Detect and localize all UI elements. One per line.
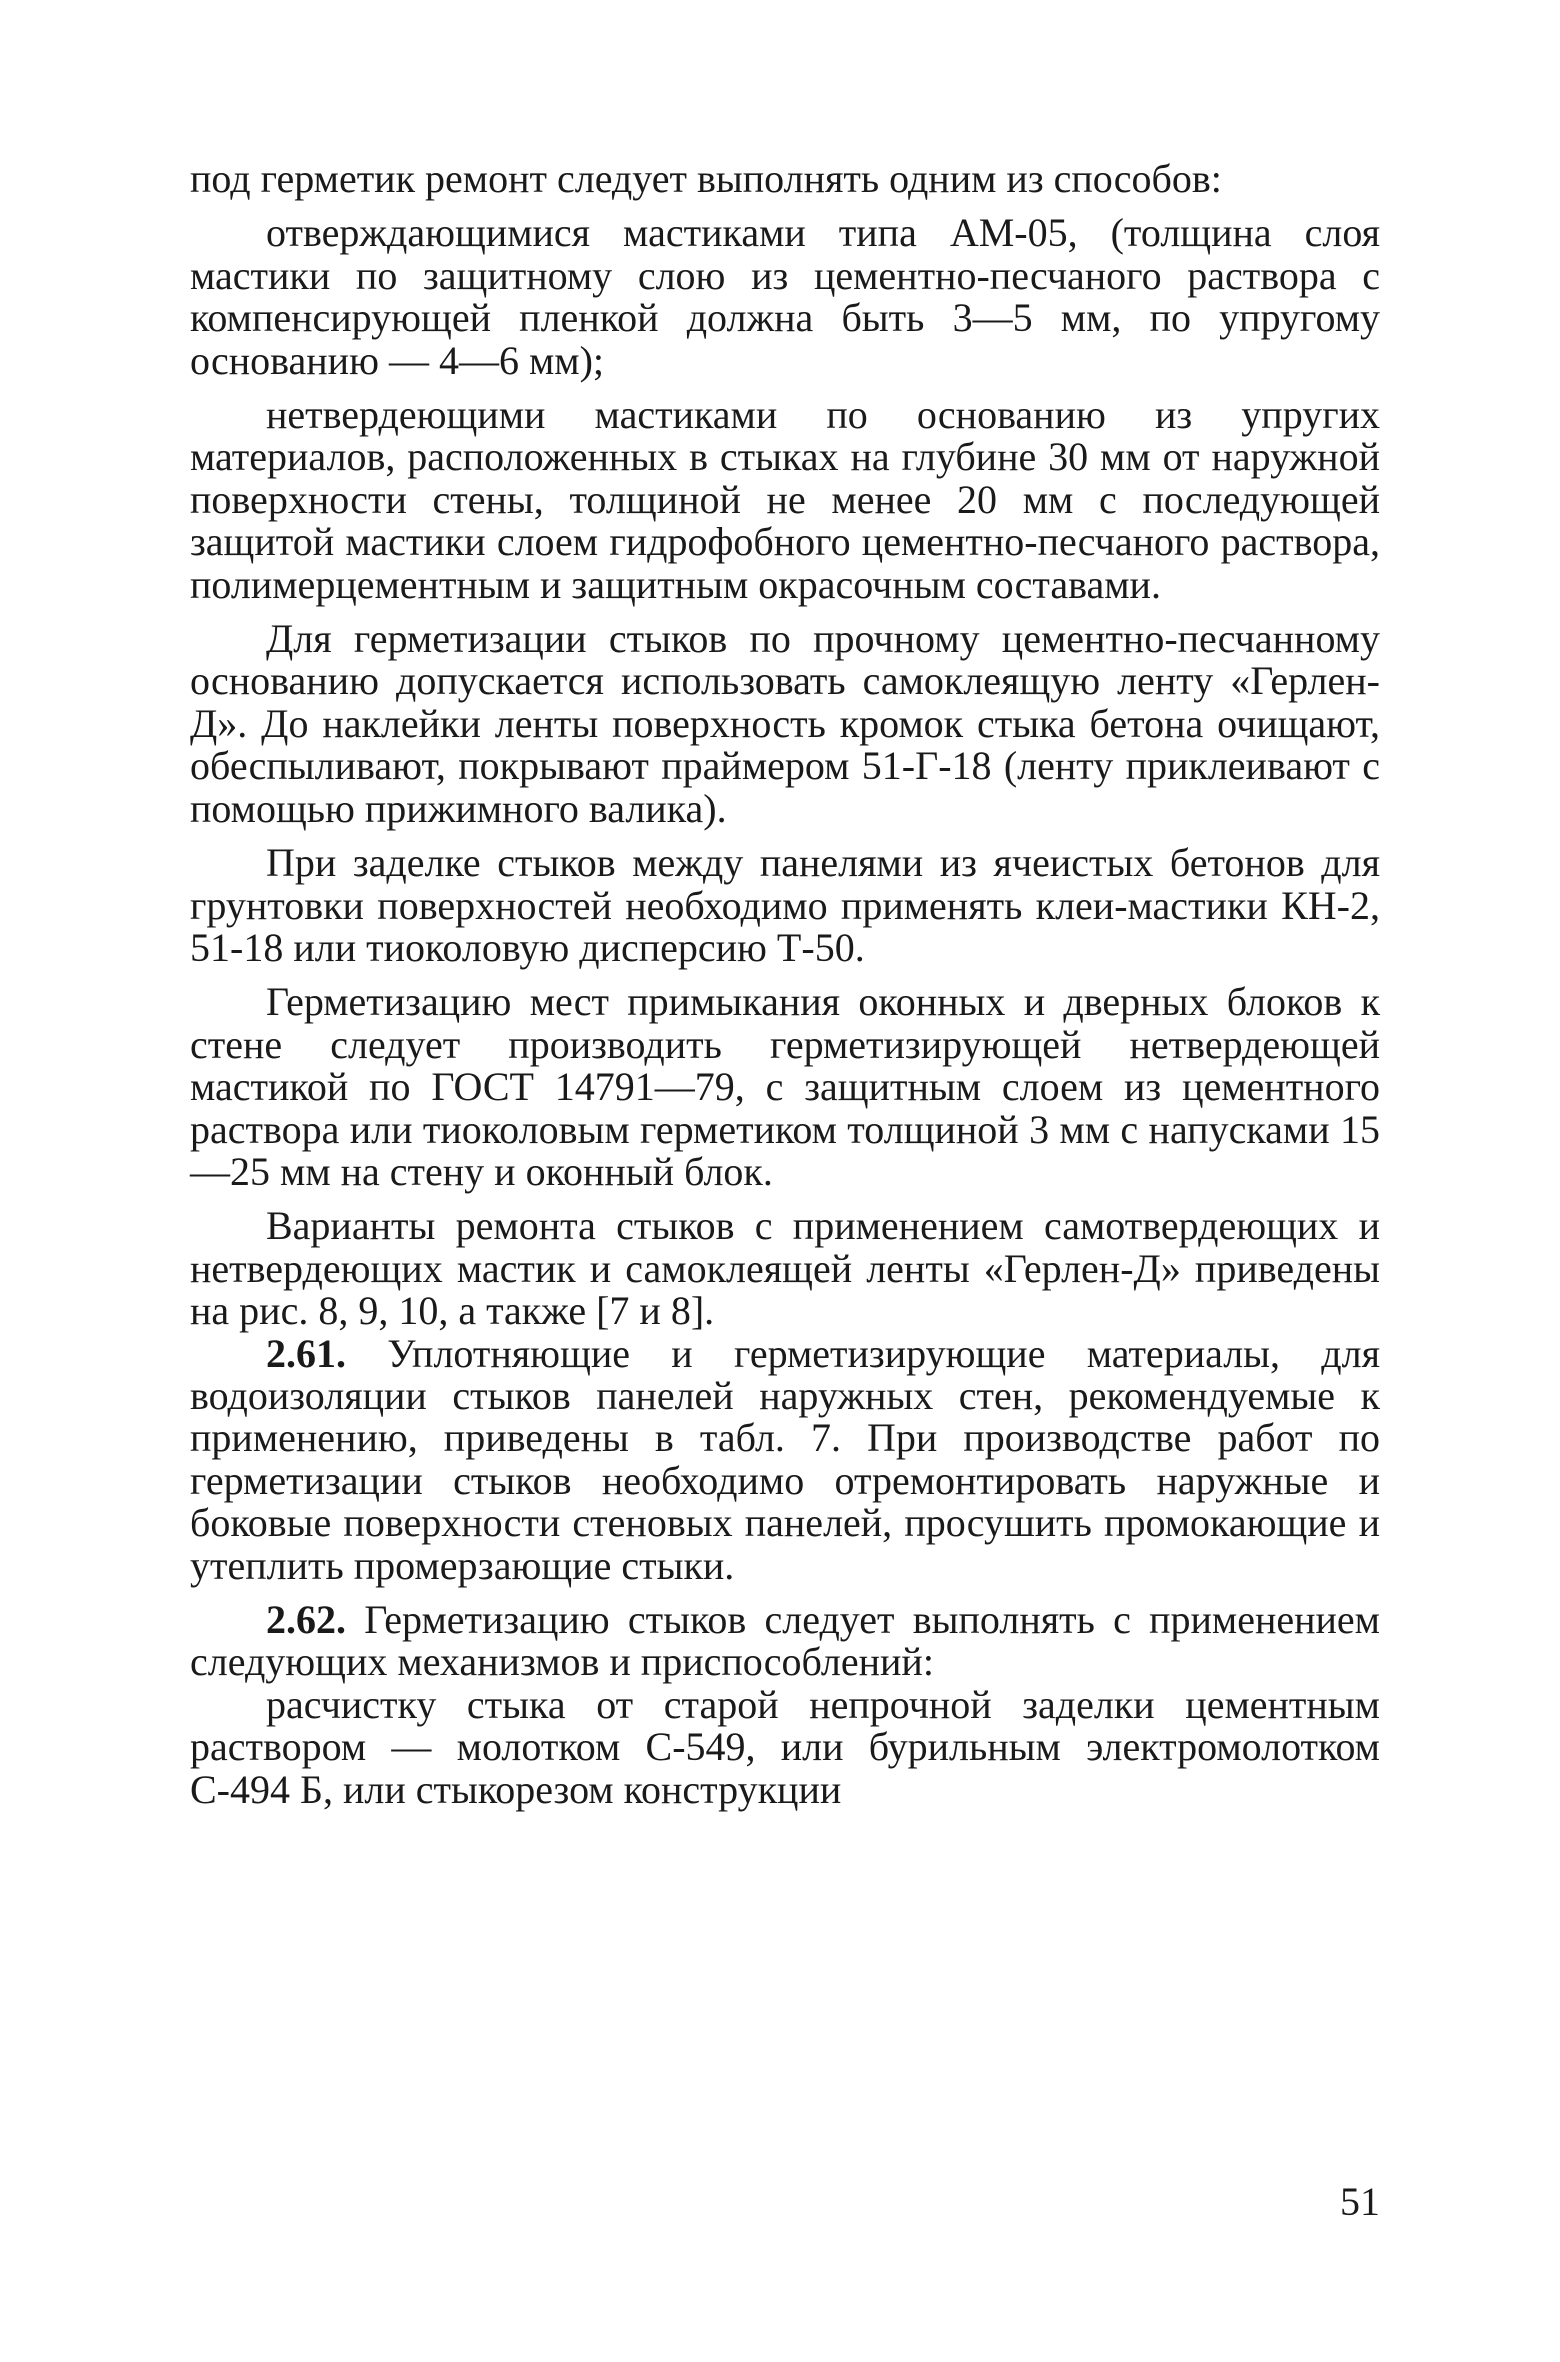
paragraph-hardening-mastics: отверждающимися мастиками типа АМ-05, (толщина слоя мастики по защитному слою из цементно-песчаного раствора с компенсирующей пленкой должна быть 3—5 мм, по упругому основанию — 4—6 мм); [190,210,1380,383]
paragraph-nonhardening-mastics: нетвердеющими мастиками по основанию из упругих материалов, расположенных в стыках на глубине 30 мм от наружной поверхности стены, толщиной не менее 20 мм с последующей защитой мастики слоем гидрофобного цементно-песчаного раствора, полимерцементным и защитным окрасочным составами. [190,392,1380,607]
section-2-62 [190,1599,1380,1684]
section-text: Герметизацию стыков следует выполнять с применением следующих механизмов и приспособлений: [190,1597,1380,1685]
section-number: 2.62. [266,1597,346,1642]
body-text [190,158,1380,1823]
paragraph-repair-variants: Варианты ремонта стыков с применением самотвердеющих и нетвердеющих мастик и самоклеящей ленты «Герлен-Д» приведены на рис. 8, 9, 10, а также [7 и 8]. [190,1203,1380,1334]
page-number: 51 [1340,2179,1380,2224]
section-number: 2.61. [266,1330,346,1376]
paragraph-window-door-sealing: Герметизацию мест примыкания оконных и дверных блоков к стене следует производить герметизирующей нетвердеющей мастикой по ГОСТ 14791—79, с защитным слоем из цементного раствора или тиоколовым герметиком толщиной 3 мм с напусками 15—25 мм на стену и оконный блок. [190,979,1380,1194]
section-2-61 [190,1330,1380,1588]
paragraph-continuation: под герметик ремонт следует выполнять одним из способов: [190,156,1222,201]
paragraph-joint-cleaning: расчистку стыка от старой непрочной заделки цементным раствором — молотком С-549, или бурильным электромолотком С-494 Б, или стыкорезом конструкции [190,1681,1380,1812]
paragraph-cellular-concrete: При заделке стыков между панелями из ячеистых бетонов для грунтовки поверхностей необходимо применять клеи-мастики КН-2, 51-18 или тиоколовую дисперсию Т-50. [190,840,1380,970]
paragraph-gerlen-tape: Для герметизации стыков по прочному цементно-песчанному основанию допускается использовать самоклеящую ленту «Герлен-Д». До наклейки ленты поверхность кромок стыка бетона очищают, обеспыливают, покрывают праймером 51-Г-18 (ленту приклеивают с помощью прижимного валика). [190,616,1380,831]
section-text: Уплотняющие и герметизирующие материалы, для водоизоляции стыков панелей наружных стен, рекомендуемые к применению, приведены в табл. 7. При производстве работ по герметизации стыков необходимо отремонтировать наружные и боковые поверхности стеновых панелей, просушить промокающие и утеплить промерзающие стыки. [190,1330,1380,1588]
